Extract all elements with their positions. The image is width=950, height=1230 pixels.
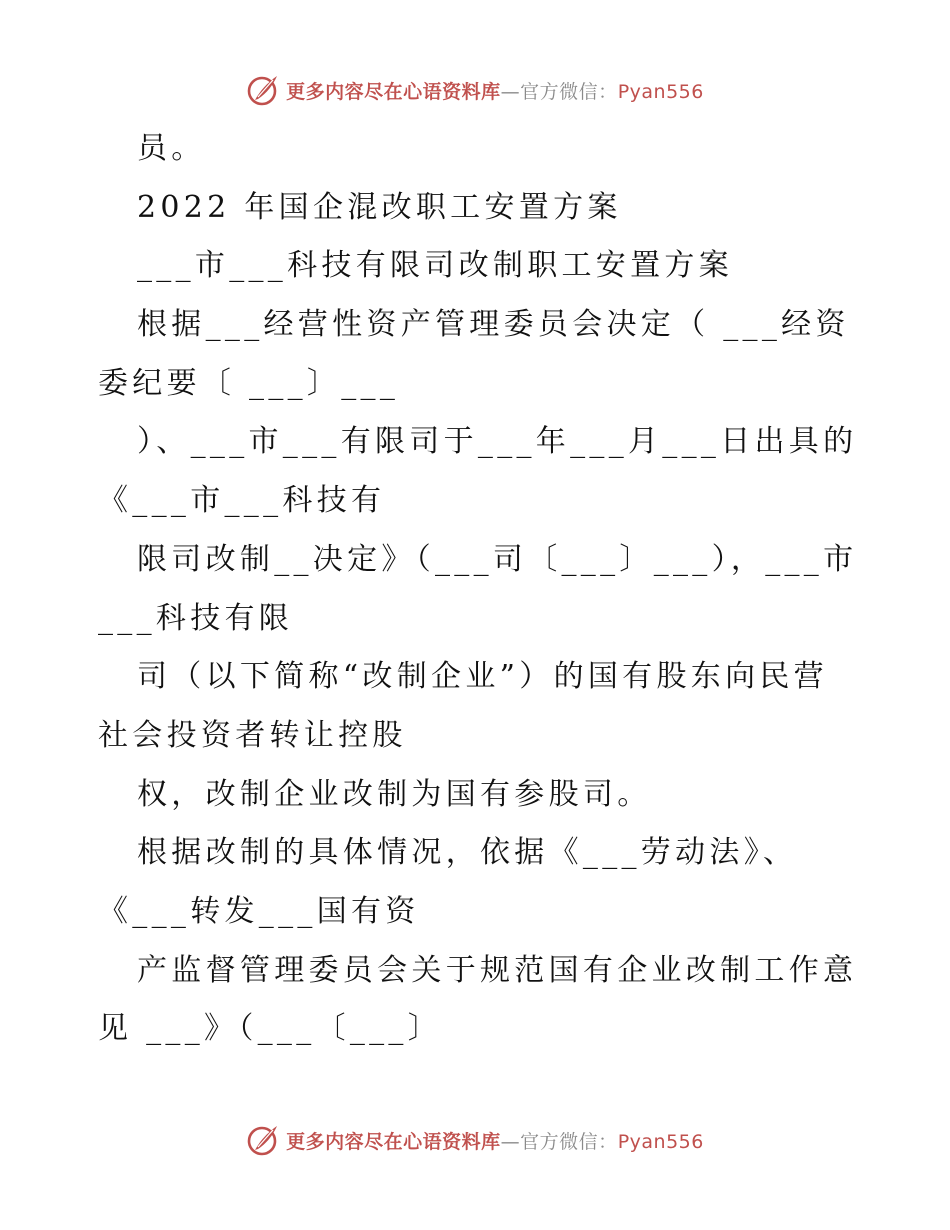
document-line: 产监督管理委员会关于规范国有企业改制工作意 xyxy=(137,952,858,988)
banner-wechat-label: 官方微信： xyxy=(520,1130,618,1153)
document-line: 委纪要〔 ___〕___ xyxy=(98,365,400,401)
document-line: 2022 年国企混改职工安置方案 xyxy=(137,189,622,225)
banner-text xyxy=(286,1127,704,1154)
quill-pen-logo-icon xyxy=(246,73,280,107)
footer-banner xyxy=(0,1120,950,1160)
document-line: 权，改制企业改制为国有参股司。 xyxy=(137,776,652,812)
banner-wechat-id: Pyan556 xyxy=(617,80,704,103)
document-line: 社会投资者转让控股 xyxy=(98,717,407,753)
document-line: 《___市___科技有 xyxy=(98,483,386,519)
document-line: 根据改制的具体情况，依据《___劳动法》、 xyxy=(137,835,798,871)
banner-site-name: 更多内容尽在心语资料库 xyxy=(286,1130,501,1153)
quill-pen-logo-icon xyxy=(246,1123,280,1157)
document-line: 司（以下简称“改制企业”）的国有股东向民营 xyxy=(137,659,828,695)
document-line: ___市___科技有限司改制职工安置方案 xyxy=(137,248,733,284)
document-line: 见 ___》（___〔___〕 xyxy=(98,1011,443,1047)
banner-wechat-label: 官方微信： xyxy=(520,80,618,103)
document-body xyxy=(98,120,858,1059)
banner-text xyxy=(286,77,704,104)
banner-site-name: 更多内容尽在心语资料库 xyxy=(286,80,501,103)
document-line: ___科技有限 xyxy=(98,600,294,636)
banner-separator: — xyxy=(500,1130,521,1153)
document-line: 限司改制__决定》（___司〔___〕___），___市 xyxy=(137,541,858,577)
header-banner xyxy=(0,70,950,110)
document-line: 员。 xyxy=(137,131,206,166)
banner-wechat-id: Pyan556 xyxy=(617,1130,704,1153)
document-line: 《___转发___国有资 xyxy=(98,893,420,929)
document-line: ）、___市___有限司于___年___月___日出具的 xyxy=(137,424,858,460)
document-line: 根据___经营性资产管理委员会决定（ ___经资 xyxy=(137,307,850,343)
banner-separator: — xyxy=(500,80,521,103)
